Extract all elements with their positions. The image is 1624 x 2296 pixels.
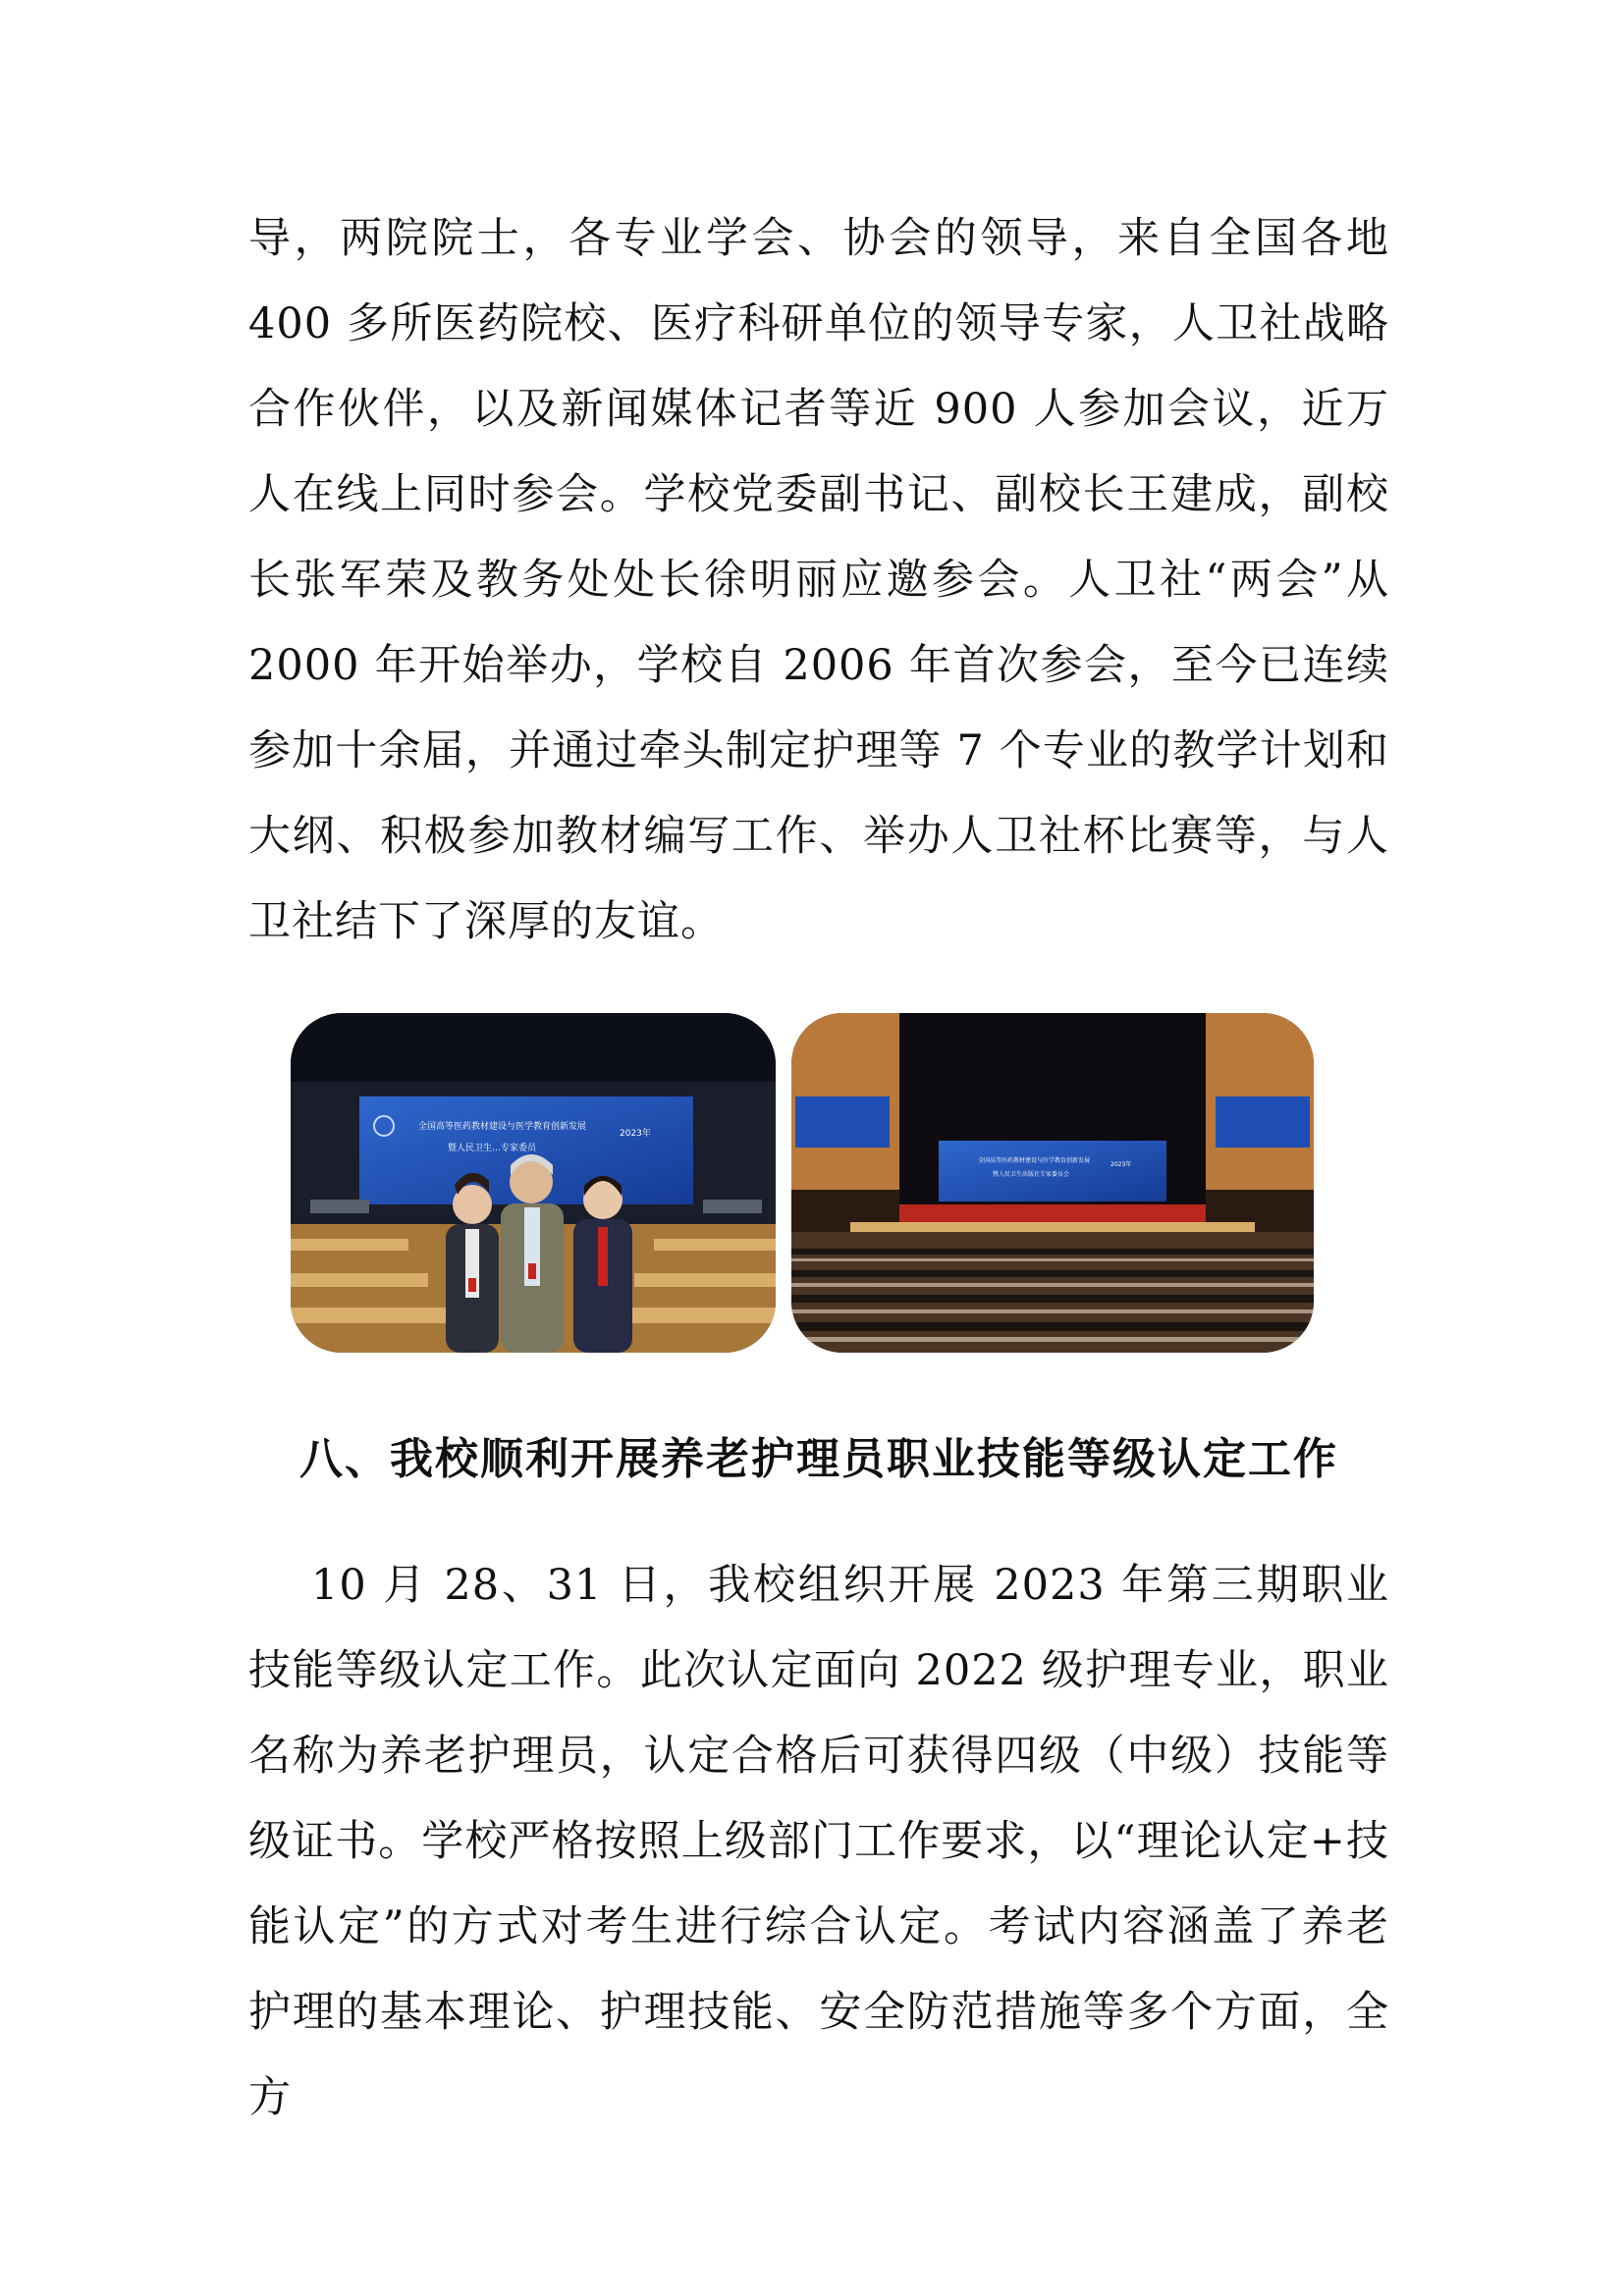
banner-text-line2: 暨人民卫生出版社专家委员会 <box>993 1171 1070 1178</box>
banner-text-line2: 暨人民卫生…专家委员 <box>448 1144 537 1153</box>
section-heading: 八、我校顺利开展养老护理员职业技能等级认定工作 <box>299 1434 1338 1484</box>
banner-text-line1: 全国高等医药教材建设与医学教育创新发展 <box>418 1122 587 1132</box>
photo-group-image <box>291 1013 776 1353</box>
banner-year: 2023年 <box>1110 1161 1132 1168</box>
paragraph-conference: 导，两院院士，各专业学会、协会的领导，来自全国各地 400 多所医药院校、医疗科研单位的领导专家，人卫社战略合作伙伴，以及新闻媒体记者等近 900 人参加会议，近万人在线上同时参会。学校党委副书记、副校长王建成，副校长张军荣及教务处处长徐明丽应邀参会。人卫社“两会”从 2000 年开始举办，学校自 2006 年首次参会，至今已连续参加十余届，并通过牵头制定护理等 7 个专业的教学计划和大纲、积极参加教材编写工作、举办人卫社杯比赛等，与人卫社结下了深厚的友谊。 <box>248 214 1389 946</box>
photo-auditorium-image <box>791 1013 1314 1353</box>
banner-text-line1: 全国高等医药教材建设与医学教育创新发展 <box>978 1157 1091 1164</box>
photo-group-at-conference <box>291 1013 776 1353</box>
banner-year: 2023年 <box>620 1129 651 1139</box>
photo-auditorium <box>791 1013 1314 1353</box>
paragraph-skill-certification: 10 月 28、31 日，我校组织开展 2023 年第三期职业技能等级认定工作。此次认定面向 2022 级护理专业，职业名称为养老护理员，认定合格后可获得四级（中级）技能等级证书。学校严格按照上级部门工作要求，以“理论认定+技能认定”的方式对考生进行综合认定。考试内容涵盖了养老护理的基本理论、护理技能、安全防范措施等多个方面，全方 <box>248 1561 1389 2122</box>
